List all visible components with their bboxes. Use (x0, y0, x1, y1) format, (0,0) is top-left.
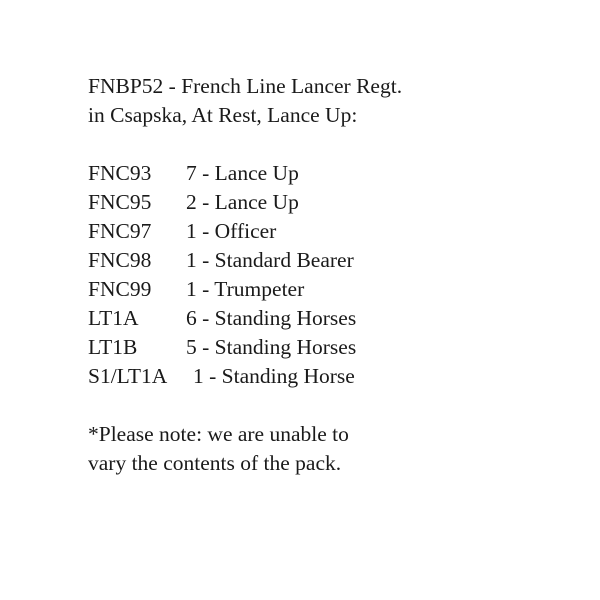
item-description: 1 - Standing Horse (193, 364, 355, 388)
item-description: 7 - Lance Up (186, 161, 299, 185)
item-code: FNC98 (88, 248, 152, 272)
list-item (88, 217, 588, 246)
item-description: 2 - Lance Up (186, 190, 299, 214)
list-item (88, 275, 588, 304)
list-item (88, 362, 588, 391)
spacer (88, 391, 588, 420)
item-description: 1 - Officer (186, 219, 277, 243)
item-description: 1 - Standard Bearer (186, 248, 354, 272)
spacer (88, 130, 588, 159)
item-code: FNC99 (88, 277, 152, 301)
item-code: FNC93 (88, 161, 152, 185)
note-line-1: *Please note: we are unable to (88, 422, 349, 446)
item-description: 1 - Trumpeter (186, 277, 305, 301)
list-item (88, 333, 588, 362)
list-item (88, 246, 588, 275)
item-code: LT1A (88, 306, 139, 330)
item-code: LT1B (88, 335, 138, 359)
note-line-2: vary the contents of the pack. (88, 451, 342, 475)
item-code: FNC95 (88, 190, 152, 214)
pack-title: FNBP52 - French Line Lancer Regt. (88, 74, 403, 98)
contents-list (88, 159, 588, 391)
pack-subtitle: in Csapska, At Rest, Lance Up: (88, 103, 358, 127)
item-description: 6 - Standing Horses (186, 306, 357, 330)
list-item (88, 159, 588, 188)
list-item (88, 304, 588, 333)
item-code: S1/LT1A (88, 364, 168, 388)
pack-description (88, 72, 588, 478)
list-item (88, 188, 588, 217)
item-code: FNC97 (88, 219, 152, 243)
item-description: 5 - Standing Horses (186, 335, 357, 359)
